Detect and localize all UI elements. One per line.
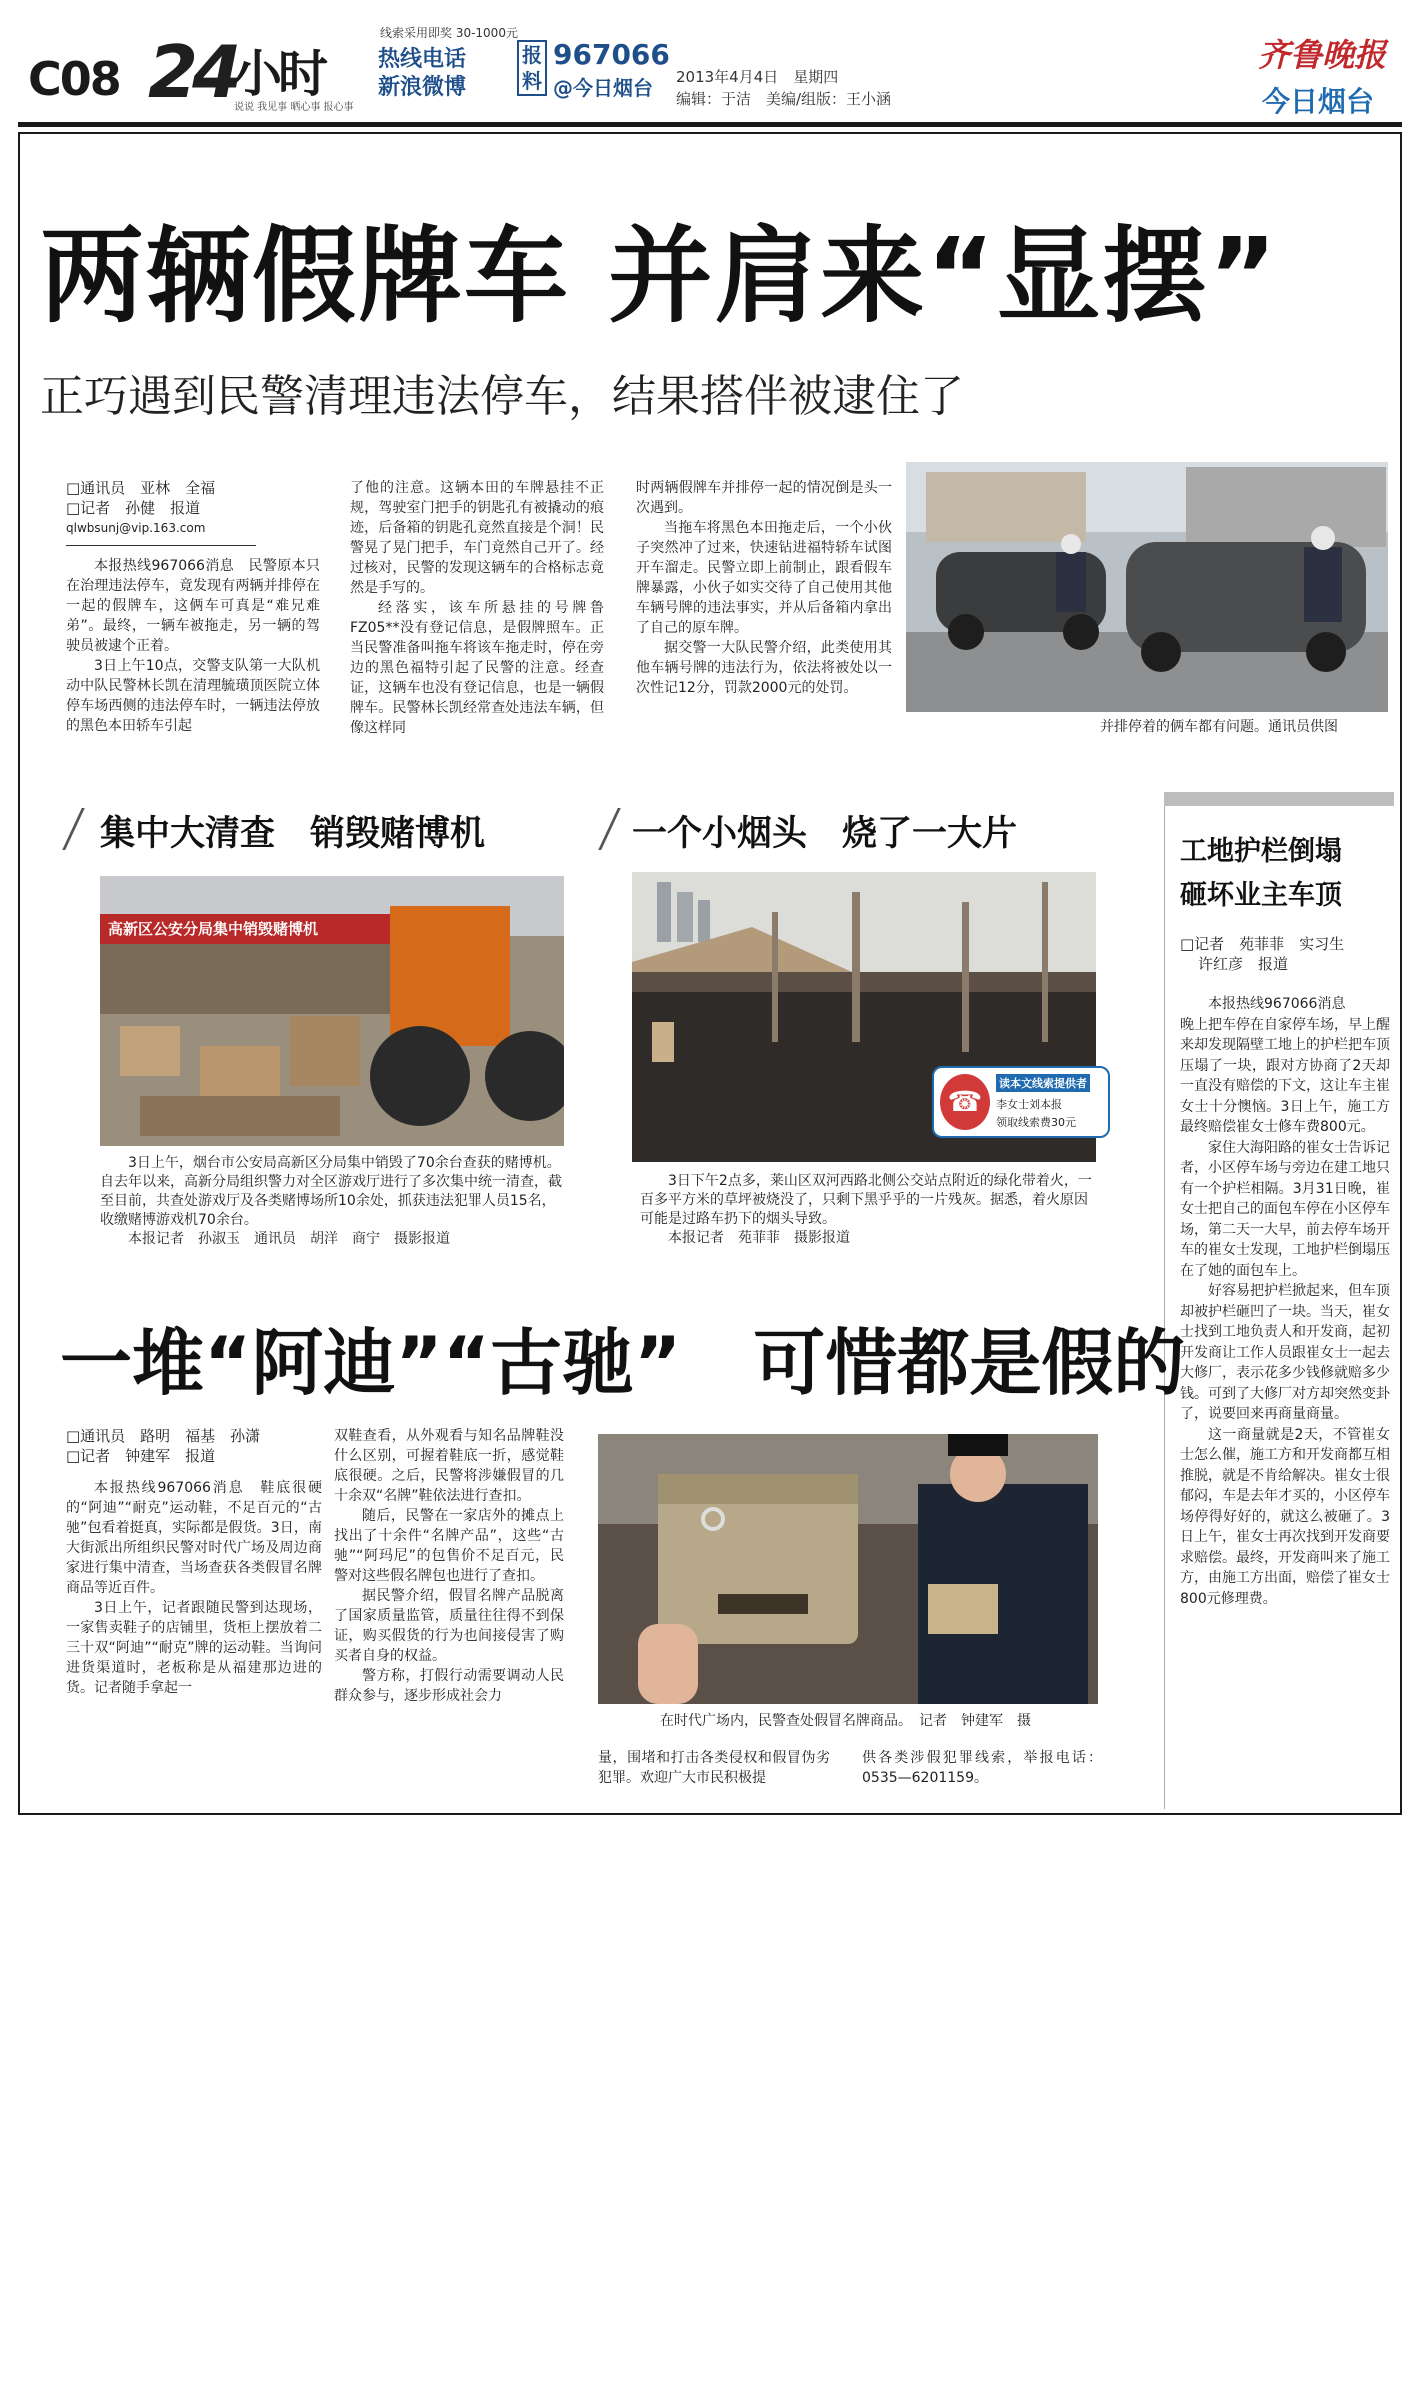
tipster-badge (932, 1066, 1110, 1138)
newspaper-brand-logo: 齐鲁晚报 (1258, 36, 1387, 74)
lead-photo (906, 462, 1388, 712)
lead-subheadline: 正巧遇到民警清理违法停车，结果搭伴被逮住了 (40, 371, 964, 422)
fakes-byline: □通讯员 路明 福基 孙潇 □记者 钟建军 报道 (66, 1427, 261, 1465)
lead-byline: □通讯员 亚林 全福 □记者 孙健 报道 qlwbsunj@vip.163.com (66, 479, 216, 535)
fire-caption: 3日下午2点多，莱山区双河西路北侧公交站点附近的绿化带着火，一百多平方米的草坪被烧没了，只剩下黑乎乎的一片残灰。据悉，着火原因可能是过路车扔下的烟头导致。 本报记者 苑菲菲 摄影报道 (640, 1173, 1092, 1246)
badge-title: 读本文线索提供者 (996, 1074, 1090, 1092)
gambling-photo (100, 876, 564, 1146)
lead-column-2: 了他的注意。这辆本田的车牌悬挂不正规，驾驶室门把手的钥匙孔有被撬动的痕迹，后备箱的钥匙孔竟然直接是个洞！民警晃了晃门把手，车门竟然自己开了。经过核对，民警的发现这辆车的合格标志竟然是手写的。 经落实，该车所悬挂的号牌鲁FZ05**没有登记信息，是假牌照车。正当民警准备叫拖车将该车拖走时，停在旁边的黑色福特引起了民警的注意。经查证，这辆车也没有登记信息，也是一辆假牌车。民警林长凯经常查处违法车辆，但像这样同 (350, 480, 604, 736)
section-slogan: 说说 我见事 晒心事 报心事 (234, 102, 354, 113)
fakes-column-2: 双鞋查看，从外观看与知名品牌鞋没什么区别，可握着鞋底一折，感觉鞋底很硬。之后，民警将涉嫌假冒的几十余双“名牌”鞋依法进行查扣。 随后，民警在一家店外的摊点上找出了十余件“名牌产品”，这些“古驰”“阿玛尼”的包售价不足百元，民警对这些假名牌包也进行了查扣。 据民警介绍，假冒名牌产品脱离了国家质量监管，质量往往得不到保证，购买假货的行为也间接侵害了购买者自身的权益。 警方称，打假行动需要调动人民群众参与，逐步形成社会力 (334, 1428, 564, 1704)
sidebar-byline: □记者 苑菲菲 实习生 许红彦 报道 (1180, 935, 1345, 973)
gambling-banner: 高新区公安分局集中销毁赌博机 (108, 920, 319, 938)
badge-name: 李女士刘本报 (996, 1098, 1062, 1111)
telephone-icon: ☎ (940, 1074, 990, 1130)
lead-column-1: 本报热线967066消息 民警原本只在治理违法停车，竟发现有两辆并排停在一起的假牌车，这俩车可真是“难兄难弟”。最终，一辆车被拖走，另一辆的驾驶员被逮个正着。 3日上午10点，交警支队第一大队机动中队民警林长凯在清理毓璜顶医院立体停车场西侧的违法停车时，一辆违法停放的黑色本田轿车引起 (66, 558, 320, 734)
sidebar-title: 工地护栏倒塌 砸坏业主车顶 (1180, 836, 1342, 911)
badge-reward: 领取线索费30元 (996, 1116, 1076, 1129)
fakes-headline: 一堆“阿迪”“古驰” 可惜都是假的 (60, 1321, 1186, 1405)
fakes-foot-column-2: 供各类涉假犯罪线索，举报电话：0535—6201159。 (862, 1750, 1102, 1786)
lead-column-3: 时两辆假牌车并排停一起的情况倒是头一次遇到。 当拖车将黑色本田拖走后，一个小伙子突然冲了过来，快速钻进福特轿车试图开车溜走。民警立即上前制止，跟看假车牌暴露，小伙子如实交待了自己使用其他车辆号牌的违法事实，并从后备箱内拿出了自己的原车牌。 据交警一大队民警介绍，此类使用其他车辆号牌的违法行为，依法将被处以一次性记12分，罚款2000元的处罚。 (636, 480, 892, 696)
lead-photo-caption: 并排停着的俩车都有问题。通讯员供图 (1100, 719, 1338, 735)
edition-name: 今日烟台 (1262, 85, 1375, 118)
weibo-handle: @今日烟台 (553, 76, 653, 100)
issue-date: 2013年4月4日 星期四 (676, 68, 839, 86)
editor-credits: 编辑：于洁 美编/组版：王小涵 (676, 90, 892, 108)
weibo-label: 新浪微博 (378, 75, 467, 100)
gambling-caption: 3日上午，烟台市公安局高新区分局集中销毁了70余台查获的赌博机。自去年以来，高新分局组织警力对全区游戏厅进行了多次集中统一清查，截至目前，共查处游戏厅及各类赌博场所10余处，抓获违法犯罪人员15名，收缴赌博游戏机70余台。 本报记者 孙淑玉 通讯员 胡洋 商宁 摄影报道 (100, 1155, 562, 1247)
section-logo-24: 24 (148, 30, 237, 114)
fakes-photo-caption: 在时代广场内，民警查处假冒名牌商品。 记者 钟建军 摄 (660, 1713, 1031, 1729)
sidebar-body: 本报热线967066消息 晚上把车停在自家停车场，早上醒来却发现隔壁工地上的护栏把车顶压塌了一块，跟对方协商了2天却一直没有赔偿的下文，这让车主崔女士十分懊恼。3日上午，施工方最终赔偿崔女士修车费800元。 家住大海阳路的崔女士告诉记者，小区停车场与旁边在建工地只有一个护栏相隔。3月31日晚，崔女士把自己的面包车停在小区停车场，第二天一大早，前去停车场开车的崔女士发现，工地护栏倒塌压在了她的面包车上。 好容易把护栏掀起来，但车顶却被护栏砸凹了一块。当天，崔女士找到工地负责人和开发商，起初开发商让工作人员跟崔女士一起去大修厂，表示花多少钱修就赔多少钱。可到了大修厂对方却突然变卦了，说要回来再商量商量。 这一商量就是2天，不管崔女士怎么催，施工方和开发商都互相推脱，就是不肯给解决。崔女士很郁闷，车是去年才买的，小区停车场停得好好的，就这么被砸了。3日上午，崔女士再次找到开发商要求赔偿。最终，开发商叫来了施工方，由施工方出面，赔偿了崔女士800元修理费。 (1180, 996, 1390, 1607)
header-rule (18, 122, 1402, 127)
fakes-photo (598, 1434, 1098, 1704)
hotline-label: 热线电话 (378, 47, 467, 72)
gambling-heading: 集中大清查 销毁赌博机 (100, 814, 486, 854)
page-number: C08 (28, 52, 120, 106)
baoliao-badge: 报料 (517, 40, 547, 96)
section-logo-text: 小时 (232, 45, 324, 103)
sidebar-top-bar (1164, 792, 1394, 806)
lead-headline: 两辆假牌车 并肩来“显摆” (40, 215, 1279, 337)
fakes-foot-column-1: 量，围堵和打击各类侵权和假冒伪劣犯罪。欢迎广大市民积极提 (598, 1750, 830, 1786)
fire-heading: 一个小烟头 烧了一大片 (632, 814, 1018, 854)
fakes-column-1: 本报热线967066消息 鞋底很硬的“阿迪”“耐克”运动鞋，不足百元的“古驰”包看着挺真，实际都是假货。3日，南大街派出所组织民警对时代广场及周边商家进行集中清查，当场查获各类假冒名牌商品等近百件。 3日上午，记者跟随民警到达现场，一家售卖鞋子的店铺里，货柜上摆放着二三十双“阿迪”“耐克”牌的运动鞋。当询问进货渠道时，老板称是从福建那边进的货。记者随手拿起一 (66, 1480, 322, 1696)
hotline-number: 967066 (553, 38, 670, 71)
byline-rule (66, 545, 256, 546)
reward-note: 线索采用即奖 30-1000元 (380, 26, 518, 40)
